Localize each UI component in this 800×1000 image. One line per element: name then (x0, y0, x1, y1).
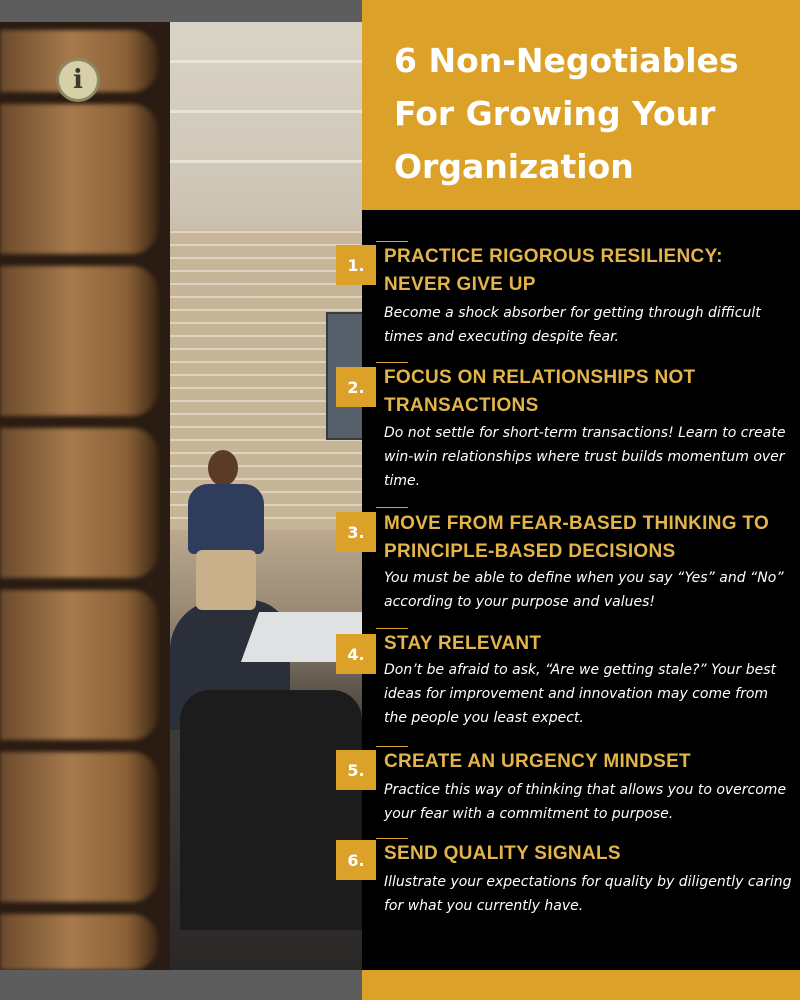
info-icon[interactable] (56, 58, 100, 102)
divider (376, 507, 408, 508)
divider (376, 746, 408, 747)
item-description: Don’t be afraid to ask, “Are we getting stale?” Your best ideas for improvement and innovation may come from the people you least expect. (384, 662, 777, 726)
page-title: 6 Non-Negotiables For Growing Your Organization (394, 41, 739, 186)
item-heading: SEND QUALITY SIGNALS (384, 843, 621, 864)
item-number: 3. (336, 512, 376, 552)
item-description: You must be able to define when you say “Yes” and “No” according to your purpose and values! (384, 570, 784, 610)
item-number: 6. (336, 840, 376, 880)
bottom-gold-strip (362, 970, 800, 1000)
item-heading: CREATE AN URGENCY MINDSET (384, 751, 691, 772)
office-chair (180, 690, 362, 930)
item-heading: PRACTICE RIGOROUS RESILIENCY: NEVER GIVE UP (384, 246, 723, 295)
ceiling-light (170, 110, 362, 113)
item-description: Illustrate your expectations for quality by diligently caring for what you currently have. (384, 874, 792, 914)
item-heading: STAY RELEVANT (384, 633, 542, 654)
brick-column (0, 22, 170, 970)
divider (376, 628, 408, 629)
item-number: 2. (336, 367, 376, 407)
photo-bottom-strip (0, 970, 362, 1000)
item-description: Practice this way of thinking that allows you to overcome your fear with a commitment to purpose. (384, 782, 787, 822)
item-description: Do not settle for short-term transactions! Learn to create win-win relationships where trust builds momentum over time. (384, 425, 786, 489)
divider (376, 838, 408, 839)
title-banner (362, 0, 800, 210)
item-number: 4. (336, 634, 376, 674)
divider (376, 362, 408, 363)
item-heading: FOCUS ON RELATIONSHIPS NOT TRANSACTIONS (384, 367, 696, 416)
ceiling-light (170, 160, 362, 163)
ceiling-light (170, 60, 362, 63)
photo-top-strip (0, 0, 362, 22)
info-glyph: i (73, 65, 83, 95)
item-number: 5. (336, 750, 376, 790)
divider (376, 241, 408, 242)
background-photo (0, 0, 362, 1000)
item-heading: MOVE FROM FEAR-BASED THINKING TO PRINCIPLE-BASED DECISIONS (384, 513, 770, 562)
item-description: Become a shock absorber for getting through difficult times and executing despite fear. (384, 305, 761, 345)
item-number: 1. (336, 245, 376, 285)
seated-speaker (182, 450, 272, 590)
